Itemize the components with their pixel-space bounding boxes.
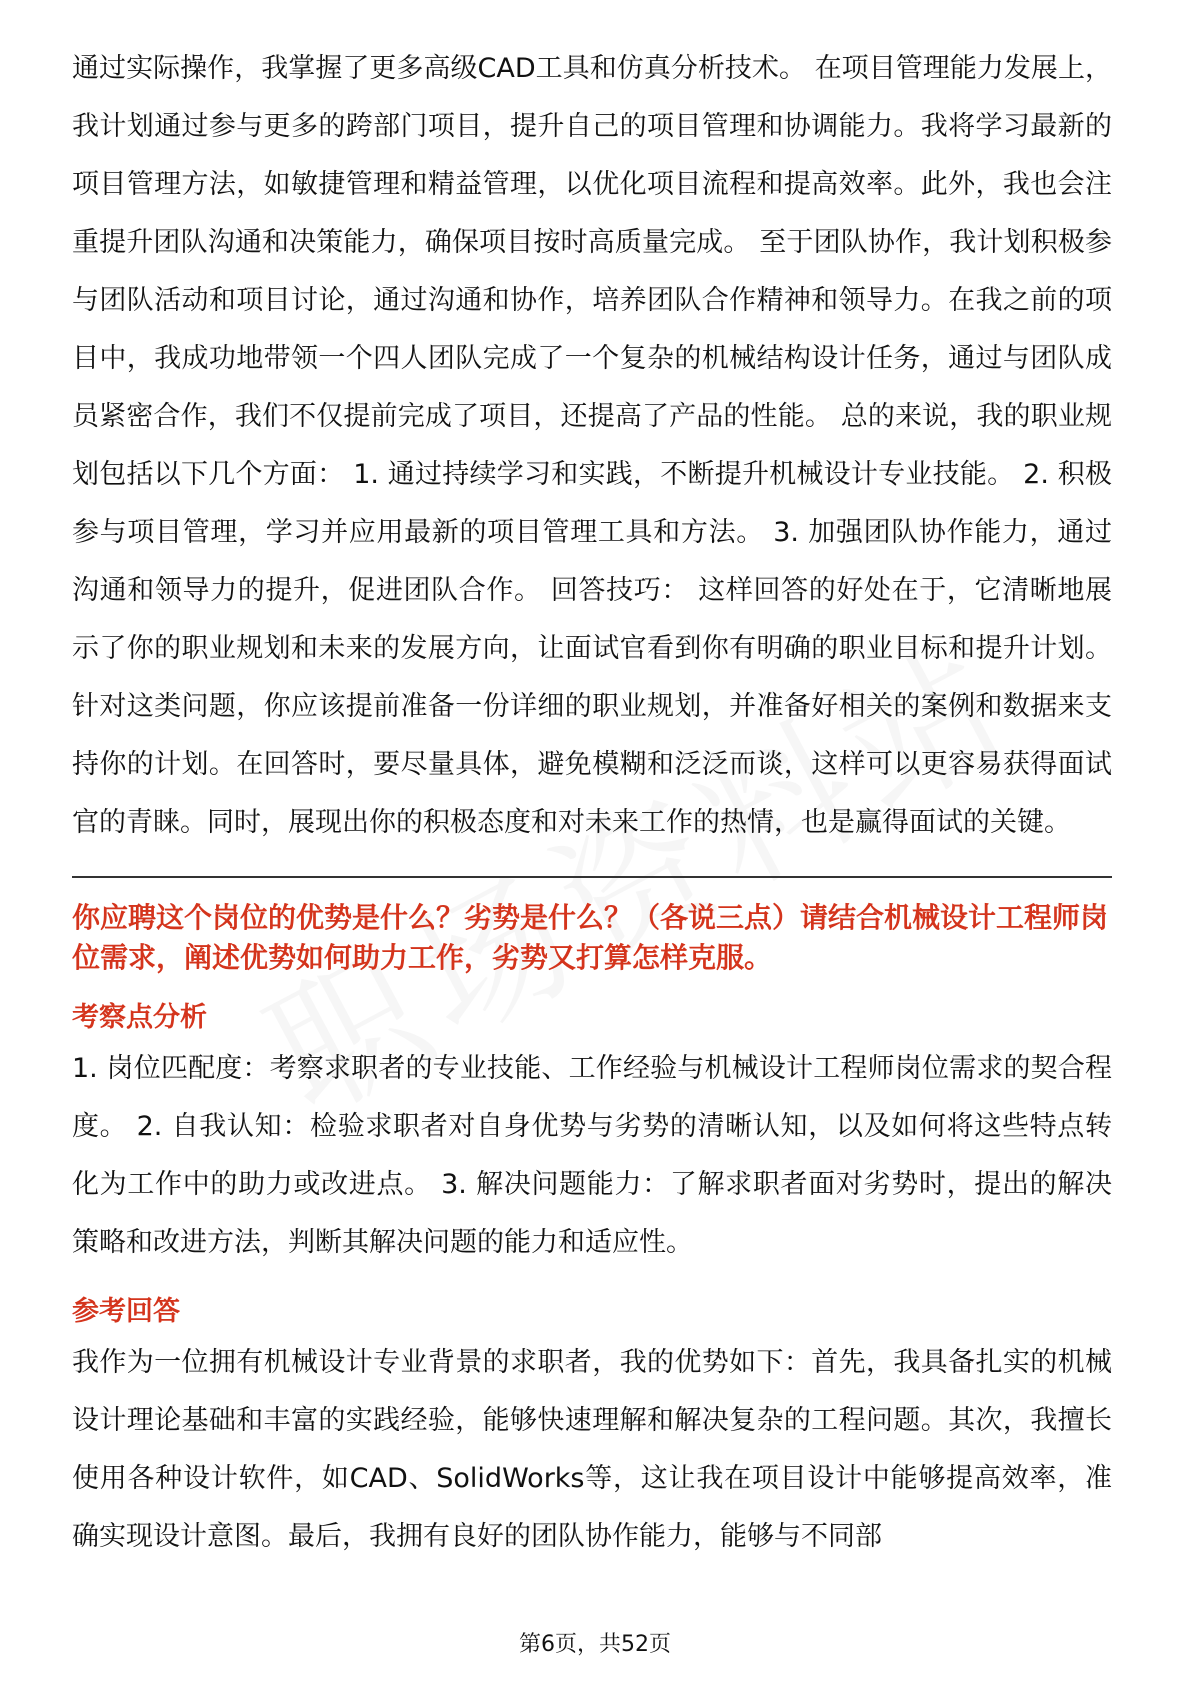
analysis-body: 1. 岗位匹配度：考察求职者的专业技能、工作经验与机械设计工程师岗位需求的契合程度。 2. 自我认知：检验求职者对自身优势与劣势的清晰认知，以及如何将这些特点转化为工作中的助力或改进点。 3. 解决问题能力：了解求职者面对劣势时，提出的解决策略和改进方法，判断其解决问题的能力和适应性。 bbox=[72, 1053, 1112, 1258]
interview-question: 你应聘这个岗位的优势是什么？劣势是什么？（各说三点）请结合机械设计工程师岗位需求，阐述优势如何助力工作，劣势又打算怎样克服。 bbox=[72, 901, 1109, 974]
page-number: 第6页，共52页 bbox=[519, 1632, 671, 1657]
reference-answer-body: 我作为一位拥有机械设计专业背景的求职者，我的优势如下：首先，我具备扎实的机械设计理论基础和丰富的实践经验，能够快速理解和解决复杂的工程问题。其次，我擅长使用各种设计软件，如CAD、SolidWorks等，这让我在项目设计中能够提高效率，准确实现设计意图。最后，我拥有良好的团队协作能力，能够与不同部 bbox=[72, 1347, 1112, 1552]
continuation-paragraph: 通过实际操作，我掌握了更多高级CAD工具和仿真分析技术。 在项目管理能力发展上，我计划通过参与更多的跨部门项目，提升自己的项目管理和协调能力。我将学习最新的项目管理方法，如敏捷管理和精益管理，以优化项目流程和提高效率。此外，我也会注重提升团队沟通和决策能力，确保项目按时高质量完成。 至于团队协作，我计划积极参与团队活动和项目讨论，通过沟通和协作，培养团队合作精神和领导力。在我之前的项目中，我成功地带领一个四人团队完成了一个复杂的机械结构设计任务，通过与团队成员紧密合作，我们不仅提前完成了项目，还提高了产品的性能。 总的来说，我的职业规划包括以下几个方面： 1. 通过持续学习和实践，不断提升机械设计专业技能。 2. 积极参与项目管理，学习并应用最新的项目管理工具和方法。 3. 加强团队协作能力，通过沟通和领导力的提升，促进团队合作。 回答技巧： 这样回答的好处在于，它清晰地展示了你的职业规划和未来的发展方向，让面试官看到你有明确的职业目标和提升计划。针对这类问题，你应该提前准备一份详细的职业规划，并准备好相关的案例和数据来支持你的计划。在回答时，要尽量具体，避免模糊和泛泛而谈，这样可以更容易获得面试官的青睐。同时，展现出你的积极态度和对未来工作的热情，也是赢得面试的关键。 bbox=[72, 53, 1112, 838]
document-body bbox=[72, 40, 1112, 1566]
analysis-title: 考察点分析 bbox=[72, 1002, 207, 1033]
reference-answer-title: 参考回答 bbox=[72, 1296, 180, 1327]
section-divider bbox=[72, 876, 1112, 878]
